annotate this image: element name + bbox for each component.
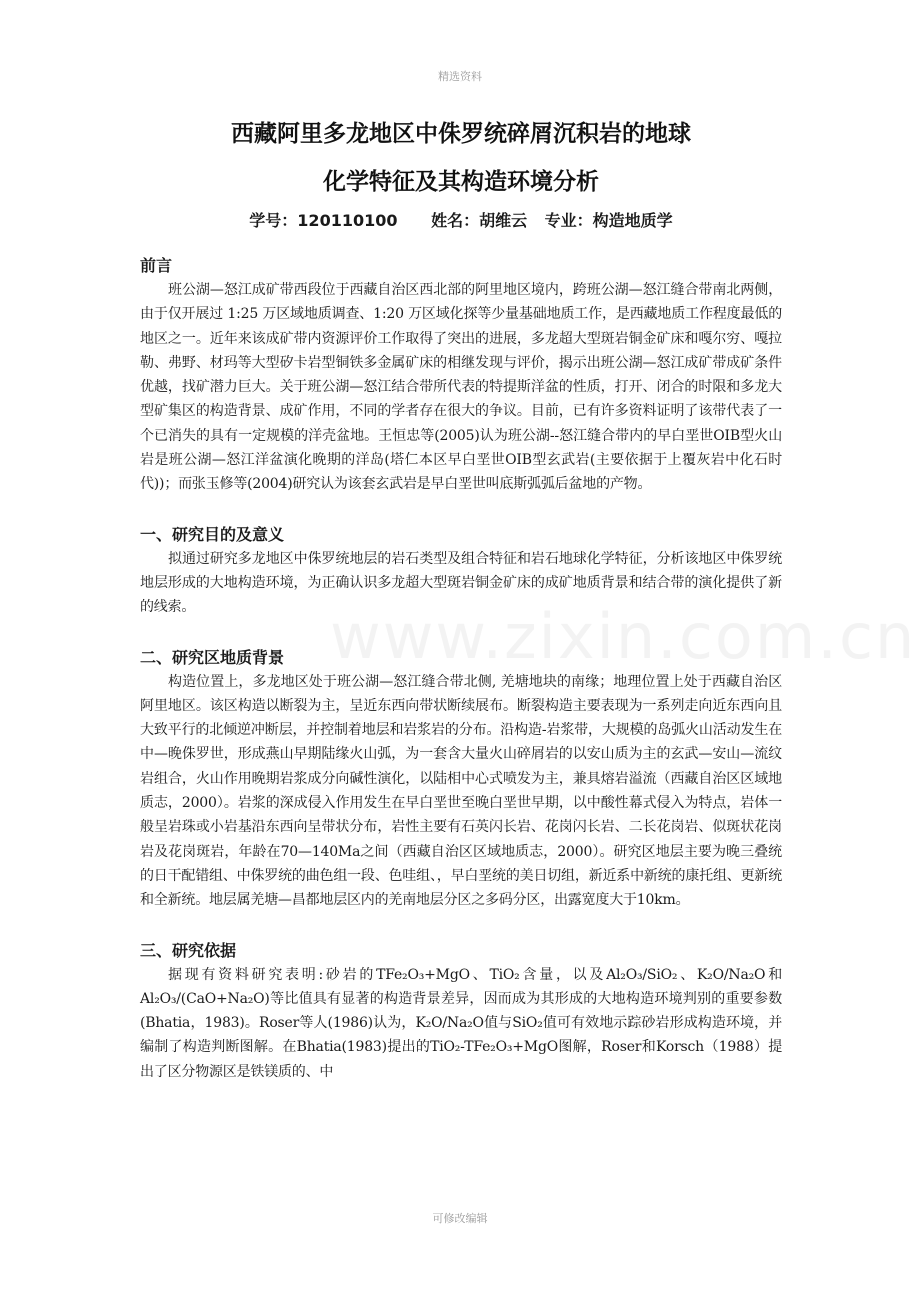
student-id: 学号：120110100 [249,211,398,230]
section-heading-purpose: 一、研究目的及意义 [140,524,285,544]
section-heading-intro: 前言 [140,256,173,275]
author-info [140,208,782,234]
section-heading-geology: 二、研究区地质背景 [140,647,285,667]
section-body-purpose: 拟通过研究多龙地区中侏罗统地层的岩石类型及组合特征和岩石地球化学特征，分析该地区中侏罗统地层形成的大地构造环境，为正确认识多龙超大型斑岩铜金矿床的成矿地质背景和结合带的演化提供了新的线索。 [140,550,782,616]
section-body-geology: 构造位置上，多龙地区处于班公湖—怒江缝合带北侧, 羌塘地块的南缘；地理位置上处于西藏自治区阿里地区。该区构造以断裂为主，呈近东西向带状断续展布。断裂构造主要表现为一系列走向近东西向且大致平行的北倾逆冲断层，并控制着地层和岩浆岩的分布。沿构造-岩浆带，大规模的岛弧火山活动发生在中—晚侏罗世，形成燕山早期陆缘火山弧，为一套含大量火山碎屑岩的以安山质为主的玄武—安山—流纹岩组合，火山作用晚期岩浆成分向碱性演化，以陆相中心式喷发为主，兼具熔岩溢流（西藏自治区区域地质志，2000）。岩浆的深成侵入作用发生在早白垩世至晚白垩世早期，以中酸性幕式侵入为特点，岩体一般呈岩珠或小岩基沿东西向呈带状分布，岩性主要有石英闪长岩、花岗闪长岩、二长花岗岩、似斑状花岗岩及花岗斑岩，年龄在70—140Ma之间（西藏自治区区域地质志，2000）。研究区地层主要为晚三叠统的日干配错组、中侏罗统的曲色组一段、色哇组、，早白垩统的美日切组，新近系中新统的康托组、更新统和全新统。地层属羌塘—昌都地层区内的羌南地层分区之多码分区，出露宽度大于10km。 [140,673,782,909]
section-heading-basis: 三、研究依据 [140,940,237,960]
section-body-intro: 班公湖—怒江成矿带西段位于西藏自治区西北部的阿里地区境内，跨班公湖—怒江缝合带南北两侧，由于仅开展过 1:25 万区域地质调查、1:20 万区域化探等少量基础地质工作，是西藏地质工作程度最低的地区之一。近年来该成矿带内资源评价工作取得了突出的进展，多龙超大型斑岩铜金矿床和嘎尔穷、嘎拉勒、弗野、材玛等大型矽卡岩型铜铁多金属矿床的相继发现与评价，揭示出班公湖—怒江成矿带成矿条件优越，找矿潜力巨大。关于班公湖—怒江结合带所代表的特提斯洋盆的性质，打开、闭合的时限和多龙大型矿集区的构造背景、成矿作用，不同的学者存在很大的争议。目前，已有许多资料证明了该带代表了一个已消失的具有一定规模的洋壳盆地。王恒忠等(2005)认为班公湖--怒江缝合带内的早白垩世OIB型火山岩是班公湖—怒江洋盆演化晚期的洋岛(塔仁本区早白垩世OIB型玄武岩(主要依据于上覆灰岩中化石时代))；而张玉修等(2004)研究认为该套玄武岩是早白垩世叫底斯弧弧后盆地的产物。 [140,282,782,493]
document-body [140,110,782,1084]
title-line-2: 化学特征及其构造环境分析 [323,169,599,195]
page-header: 精选资料 [438,70,482,83]
watermark: www.zixin.com.cn [330,600,917,673]
page-footer: 可修改编辑 [432,1212,488,1225]
section-body-basis: 据现有资料研究表明:砂岩的TFe₂O₃+MgO、TiO₂含量，以及Al₂O₃/SiO₂、K₂O/Na₂O和Al₂O₃/(CaO+Na₂O)等比值具有显著的构造背景差异，因而成为其形成的大地构造环境判别的重要参数(Bhatia，1983)。Roser等人(1986)认为，K₂O/Na₂O值与SiO₂值可有效地示踪砂岩形成构造环境，并编制了构造判断图解。在Bhatia(1983)提出的TiO₂-TFe₂O₃+MgO图解，Roser和Korsch（1988）提出了区分物源区是铁镁质的、中 [140,966,782,1080]
author-major: 专业：构造地质学 [544,211,673,230]
author-name: 姓名：胡维云 [431,211,528,230]
document-title [140,110,782,206]
title-line-1: 西藏阿里多龙地区中侏罗统碎屑沉积岩的地球 [231,121,691,147]
